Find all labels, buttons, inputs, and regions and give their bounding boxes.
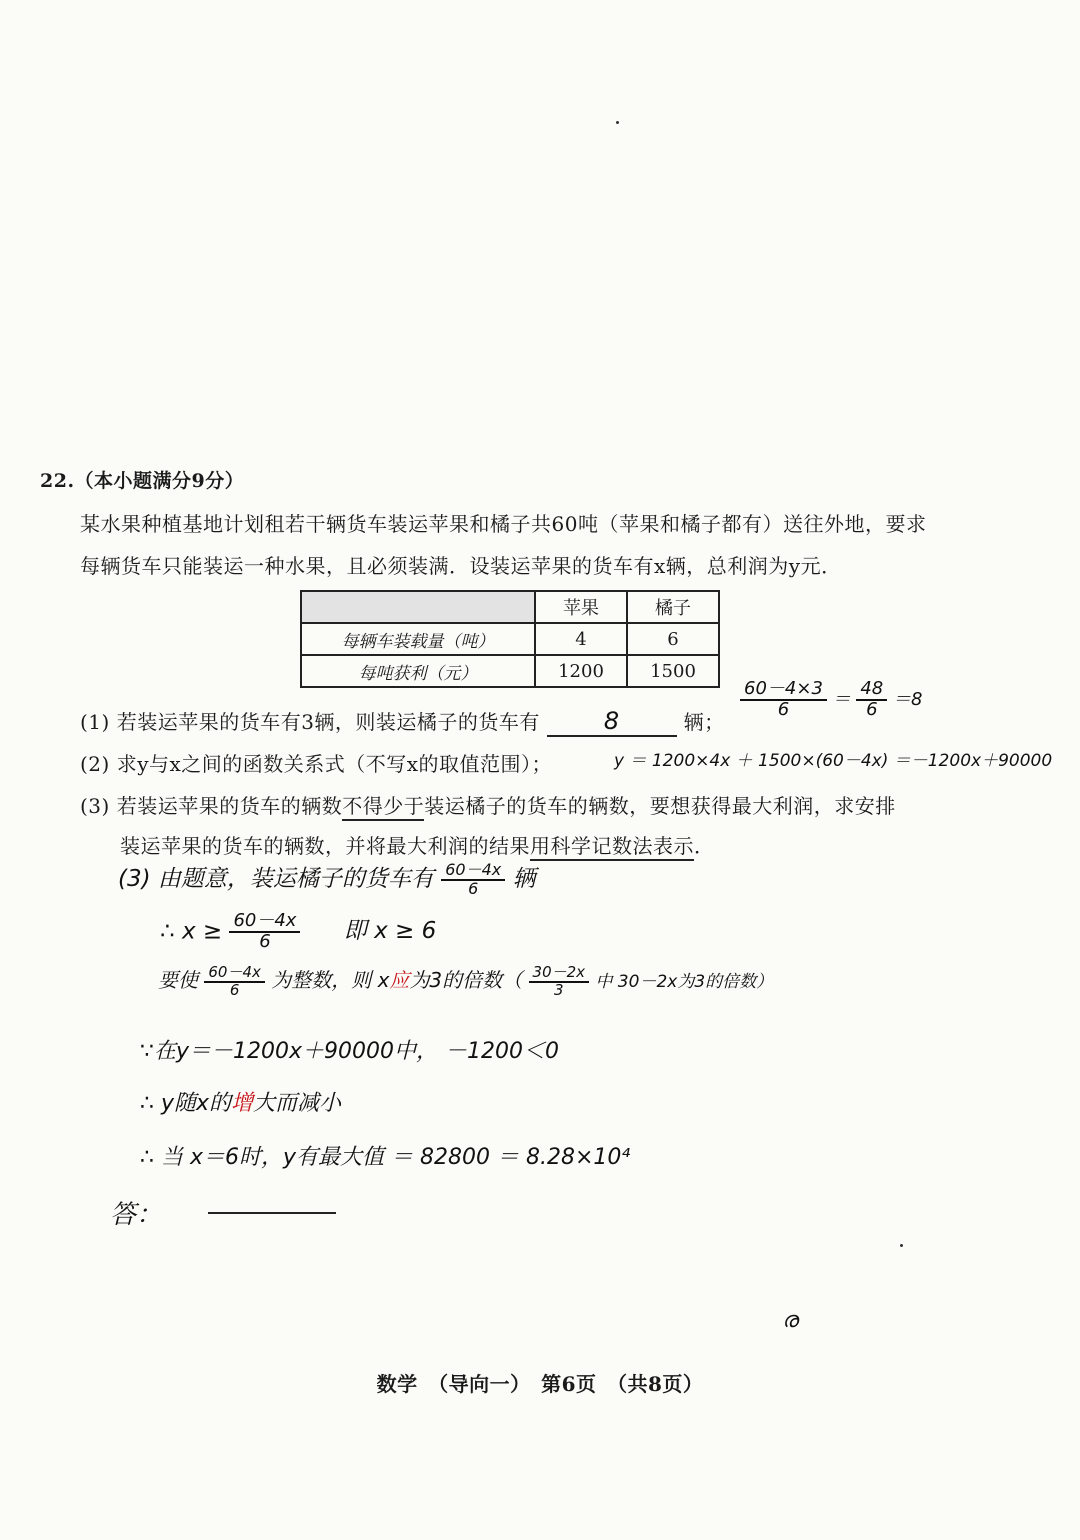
table-row-label: 每辆车装载量（吨） [301, 623, 535, 655]
work-line2 [160, 912, 436, 952]
table-cell: 1200 [535, 655, 627, 687]
work-line3 [158, 964, 773, 998]
table-cell: 4 [535, 623, 627, 655]
part1-work [740, 680, 922, 720]
part1-answer-blank [547, 707, 677, 737]
part1-answer: 8 [603, 707, 620, 735]
part1-work-fraction2 [856, 680, 887, 720]
table-row [301, 623, 719, 655]
table-row [301, 655, 719, 687]
part3-text-a: 若装运苹果的货车的辆数 [116, 794, 343, 818]
equals-sign: ＝ [832, 688, 851, 710]
work-line5-b: 大而减小 [253, 1091, 342, 1116]
answer-blank-line [208, 1212, 336, 1214]
work-line1-fraction [441, 859, 505, 898]
work-line6: ∴ 当 x＝6时，y有最大值 ＝ 82800 ＝ 8.28×10⁴ [140, 1145, 631, 1170]
part2-answer: y ＝ 1200×4x ＋ 1500×(60－4x) ＝－1200x＋90000 [614, 751, 1053, 771]
fraction-denominator: 6 [866, 698, 878, 720]
fraction-numerator: 30－2x [529, 965, 590, 983]
table-row-label: 每吨获利（元） [301, 655, 535, 687]
fraction-numerator: 60－4×3 [740, 680, 827, 701]
work-line3-b: 为整数，则 x [271, 968, 390, 992]
table-col-header: 橘子 [627, 591, 719, 623]
fraction-numerator: 60－4x [204, 965, 265, 983]
question-stem-line2: 每辆货车只能装运一种水果，且必须装满．设装运苹果的货车有x辆，总利润为y元． [80, 554, 842, 578]
table-corner-cell [301, 591, 535, 623]
fraction-numerator: 48 [856, 680, 887, 701]
fraction-denominator: 6 [229, 980, 240, 999]
work-line5-a: ∴ y随x的 [140, 1091, 232, 1116]
part3-text-b: 装运橘子的货车的辆数，要想获得最大利润，求安排 [424, 794, 896, 818]
part3-number: (3) [80, 794, 110, 818]
scan-dot [616, 121, 619, 124]
fraction-numerator: 60－4x [229, 912, 300, 933]
scan-mark: ര [782, 1308, 798, 1333]
work-line3-fraction [204, 962, 265, 999]
part2-number: (2) [80, 752, 110, 776]
table-cell: 1500 [627, 655, 719, 687]
part3-line2-a: 装运苹果的货车的辆数，并将最大利润的结果 [120, 834, 530, 858]
work-line4: ∵在y＝－1200x＋90000中， －1200＜0 [140, 1039, 559, 1064]
part2-line [80, 748, 552, 777]
part3-underlined-phrase2: 用科学记数法表示 [530, 834, 694, 861]
table-col-header: 苹果 [535, 591, 627, 623]
part1-work-result: ＝8 [893, 688, 923, 710]
question-stem-line1: 某水果种植基地计划租若干辆货车装运苹果和橘子共60吨（苹果和橘子都有）送往外地，要求 [80, 512, 927, 536]
fraction-denominator: 6 [259, 930, 271, 952]
work-line1-b: 辆 [512, 866, 536, 892]
work-line2-fraction [229, 912, 300, 952]
work-line3-red-correction: 应 [389, 968, 410, 992]
fraction-denominator: 3 [554, 980, 564, 999]
table-cell: 6 [627, 623, 719, 655]
fraction-denominator: 6 [468, 878, 479, 898]
work-line1-a: (3) 由题意，装运橘子的货车有 [118, 866, 434, 892]
part1-suffix: 辆； [683, 710, 725, 734]
part3-line1 [80, 790, 896, 819]
page-footer: 数学 （导向一） 第6页 （共8页） [376, 1372, 704, 1396]
work-answer-label: 答： [110, 1200, 163, 1230]
work-line1 [118, 860, 536, 897]
part1-work-fraction [740, 680, 827, 720]
work-line2-b: 即 x ≥ 6 [343, 918, 437, 945]
part3-line2-end: ． [694, 834, 715, 858]
part1-text: 若装运苹果的货车有3辆，则装运橘子的货车有 [116, 710, 540, 734]
part2-text: 求y与x之间的函数关系式（不写x的取值范围）； [116, 752, 553, 776]
work-line5 [140, 1086, 341, 1117]
table-header-row [301, 591, 719, 623]
question-header: 22.（本小题满分9分） [40, 470, 245, 492]
work-line3-c: 为3的倍数（ [409, 968, 523, 992]
work-line5-red-correction: 增 [231, 1091, 254, 1116]
part1-number: (1) [80, 710, 110, 734]
fraction-denominator: 6 [777, 698, 790, 720]
scan-dot [900, 1244, 903, 1247]
part3-line2 [120, 830, 715, 859]
fraction-numerator: 60－4x [441, 862, 505, 881]
work-line3-a: 要使 [158, 968, 198, 992]
part1-line [80, 706, 725, 737]
work-line3-fraction2 [529, 962, 590, 999]
fruit-table [300, 590, 720, 688]
work-line3-d: 中 30－2x为3的倍数） [595, 972, 774, 992]
work-line2-a: ∴ x ≥ [160, 918, 223, 945]
part3-underlined-phrase: 不得少于 [342, 794, 424, 821]
